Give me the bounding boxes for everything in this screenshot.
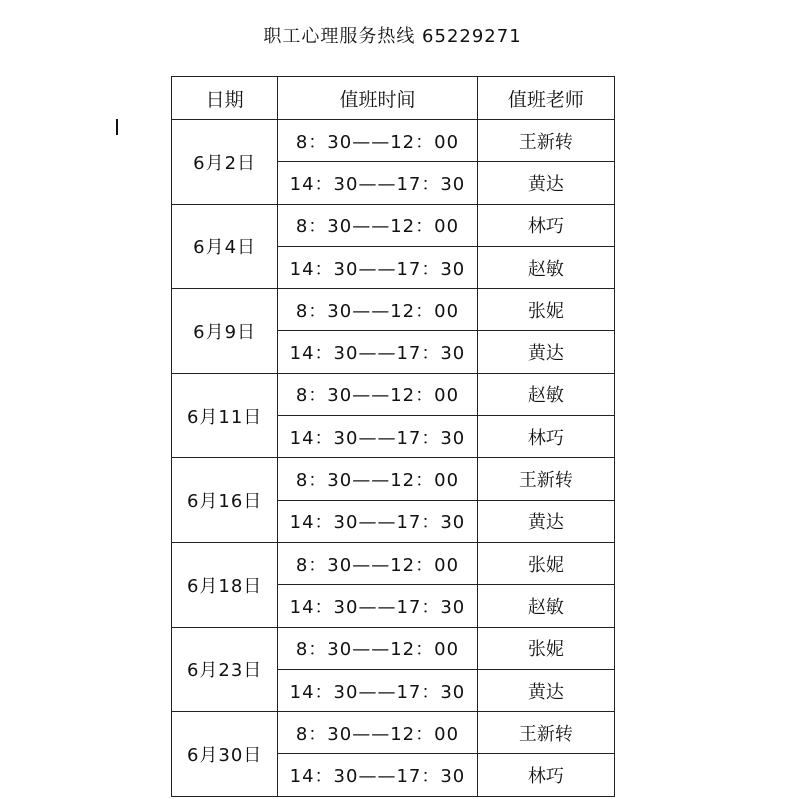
teacher-cell: 张妮 — [477, 542, 614, 584]
table-row — [172, 542, 615, 584]
teacher-cell: 林巧 — [477, 754, 614, 796]
table-row — [172, 289, 615, 331]
time-cell: 14：30——17：30 — [278, 246, 477, 288]
teacher-cell: 赵敏 — [477, 373, 614, 415]
table-row — [172, 712, 615, 754]
table-row — [172, 373, 615, 415]
time-cell: 8：30——12：00 — [278, 712, 477, 754]
teacher-cell: 张妮 — [477, 289, 614, 331]
date-cell: 6月9日 — [172, 289, 278, 374]
teacher-cell: 黄达 — [477, 331, 614, 373]
date-cell: 6月4日 — [172, 204, 278, 289]
teacher-cell: 林巧 — [477, 204, 614, 246]
document-title: 职工心理服务热线 65229271 — [263, 26, 522, 47]
date-cell: 6月16日 — [172, 458, 278, 543]
table-row — [172, 120, 615, 162]
teacher-cell: 王新转 — [477, 712, 614, 754]
date-cell: 6月11日 — [172, 373, 278, 458]
header-duty-teacher: 值班老师 — [477, 77, 614, 120]
table-row — [172, 458, 615, 500]
time-cell: 14：30——17：30 — [278, 585, 477, 627]
teacher-cell: 黄达 — [477, 162, 614, 204]
teacher-cell: 赵敏 — [477, 585, 614, 627]
time-cell: 8：30——12：00 — [278, 289, 477, 331]
table-row — [172, 627, 615, 669]
teacher-cell: 黄达 — [477, 500, 614, 542]
time-cell: 8：30——12：00 — [278, 120, 477, 162]
date-cell: 6月23日 — [172, 627, 278, 712]
duty-schedule-table — [171, 76, 615, 797]
time-cell: 8：30——12：00 — [278, 627, 477, 669]
header-date: 日期 — [172, 77, 278, 120]
time-cell: 8：30——12：00 — [278, 542, 477, 584]
date-cell: 6月18日 — [172, 542, 278, 627]
teacher-cell: 林巧 — [477, 416, 614, 458]
time-cell: 14：30——17：30 — [278, 500, 477, 542]
time-cell: 14：30——17：30 — [278, 162, 477, 204]
teacher-cell: 黄达 — [477, 669, 614, 711]
header-duty-time: 值班时间 — [278, 77, 477, 120]
time-cell: 14：30——17：30 — [278, 669, 477, 711]
teacher-cell: 王新转 — [477, 458, 614, 500]
date-cell: 6月2日 — [172, 120, 278, 205]
teacher-cell: 张妮 — [477, 627, 614, 669]
time-cell: 14：30——17：30 — [278, 331, 477, 373]
text-cursor — [116, 119, 118, 135]
time-cell: 8：30——12：00 — [278, 373, 477, 415]
teacher-cell: 赵敏 — [477, 246, 614, 288]
table-row — [172, 204, 615, 246]
time-cell: 8：30——12：00 — [278, 204, 477, 246]
time-cell: 8：30——12：00 — [278, 458, 477, 500]
table-header-row — [172, 77, 615, 120]
time-cell: 14：30——17：30 — [278, 754, 477, 796]
time-cell: 14：30——17：30 — [278, 416, 477, 458]
teacher-cell: 王新转 — [477, 120, 614, 162]
date-cell: 6月30日 — [172, 712, 278, 797]
